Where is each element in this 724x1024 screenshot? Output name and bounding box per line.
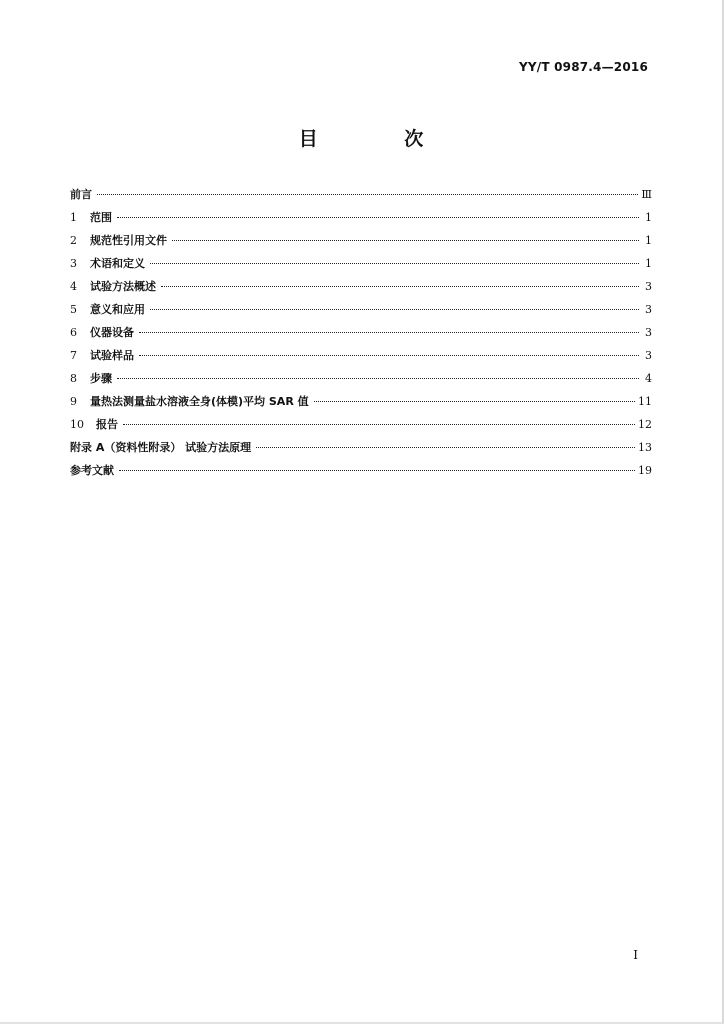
toc-dot-leader — [119, 470, 635, 471]
toc-entry-page: 13 — [638, 441, 652, 454]
toc-entry-1[interactable] — [70, 206, 652, 229]
toc-entry-page: Ⅲ — [641, 188, 652, 201]
toc-entry-label: 附录 A（资料性附录） 试验方法原理 — [70, 441, 252, 454]
toc-dot-leader — [172, 240, 639, 241]
toc-entry-page: 11 — [638, 395, 652, 408]
toc-entry-page: 1 — [645, 211, 652, 224]
toc-entry-label: 参考文献 — [70, 464, 114, 477]
toc-entry-number: 5 — [70, 303, 77, 316]
toc-entry-annex-a[interactable] — [70, 436, 652, 459]
toc-dot-leader — [117, 378, 639, 379]
toc-entry-number: 8 — [70, 372, 77, 385]
document-code: YY/T 0987.4—2016 — [518, 60, 648, 74]
toc-entry-label: 试验方法概述 — [90, 280, 156, 293]
toc-entry-page: 1 — [645, 257, 652, 270]
toc-entry-label: 术语和定义 — [90, 257, 145, 270]
toc-dot-leader — [97, 194, 638, 195]
toc-entry-page: 12 — [638, 418, 652, 431]
toc-entry-5[interactable] — [70, 298, 652, 321]
toc-dot-leader — [123, 424, 635, 425]
toc-dot-leader — [139, 355, 639, 356]
page-title: 目 次 — [298, 128, 464, 150]
toc-entry-label: 规范性引用文件 — [90, 234, 167, 247]
toc-entry-label: 意义和应用 — [90, 303, 145, 316]
toc-entry-number: 7 — [70, 349, 77, 362]
table-of-contents — [70, 183, 652, 482]
toc-entry-page: 3 — [645, 349, 652, 362]
toc-entry-label: 步骤 — [90, 372, 112, 385]
toc-entry-number: 2 — [70, 234, 77, 247]
toc-dot-leader — [314, 401, 635, 402]
toc-dot-leader — [161, 286, 639, 287]
toc-entry-4[interactable] — [70, 275, 652, 298]
toc-entry-bibliography[interactable] — [70, 459, 652, 482]
toc-entry-page: 3 — [645, 303, 652, 316]
toc-entry-7[interactable] — [70, 344, 652, 367]
toc-entry-number: 4 — [70, 280, 77, 293]
toc-entry-number: 9 — [70, 395, 77, 408]
toc-entry-foreword[interactable] — [70, 183, 652, 206]
page-number: I — [633, 948, 638, 962]
toc-entry-page: 1 — [645, 234, 652, 247]
toc-entry-label: 报告 — [96, 418, 118, 431]
toc-entry-page: 3 — [645, 280, 652, 293]
toc-entry-8[interactable] — [70, 367, 652, 390]
toc-entry-label: 范围 — [90, 211, 112, 224]
toc-entry-number: 10 — [70, 418, 84, 431]
toc-entry-number: 3 — [70, 257, 77, 270]
toc-entry-label: 试验样品 — [90, 349, 134, 362]
toc-entry-number: 1 — [70, 211, 77, 224]
toc-dot-leader — [117, 217, 639, 218]
toc-entry-2[interactable] — [70, 229, 652, 252]
toc-entry-6[interactable] — [70, 321, 652, 344]
toc-entry-9[interactable] — [70, 390, 652, 413]
toc-entry-3[interactable] — [70, 252, 652, 275]
toc-entry-label: 量热法测量盐水溶液全身(体模)平均 SAR 值 — [90, 395, 309, 408]
toc-entry-page: 4 — [645, 372, 652, 385]
toc-dot-leader — [150, 309, 639, 310]
toc-dot-leader — [256, 447, 635, 448]
toc-entry-page: 3 — [645, 326, 652, 339]
toc-entry-label: 前言 — [70, 188, 92, 201]
toc-entry-page: 19 — [638, 464, 652, 477]
toc-entry-10[interactable] — [70, 413, 652, 436]
toc-entry-label: 仪器设备 — [90, 326, 134, 339]
toc-entry-number: 6 — [70, 326, 77, 339]
toc-dot-leader — [139, 332, 639, 333]
toc-dot-leader — [150, 263, 639, 264]
